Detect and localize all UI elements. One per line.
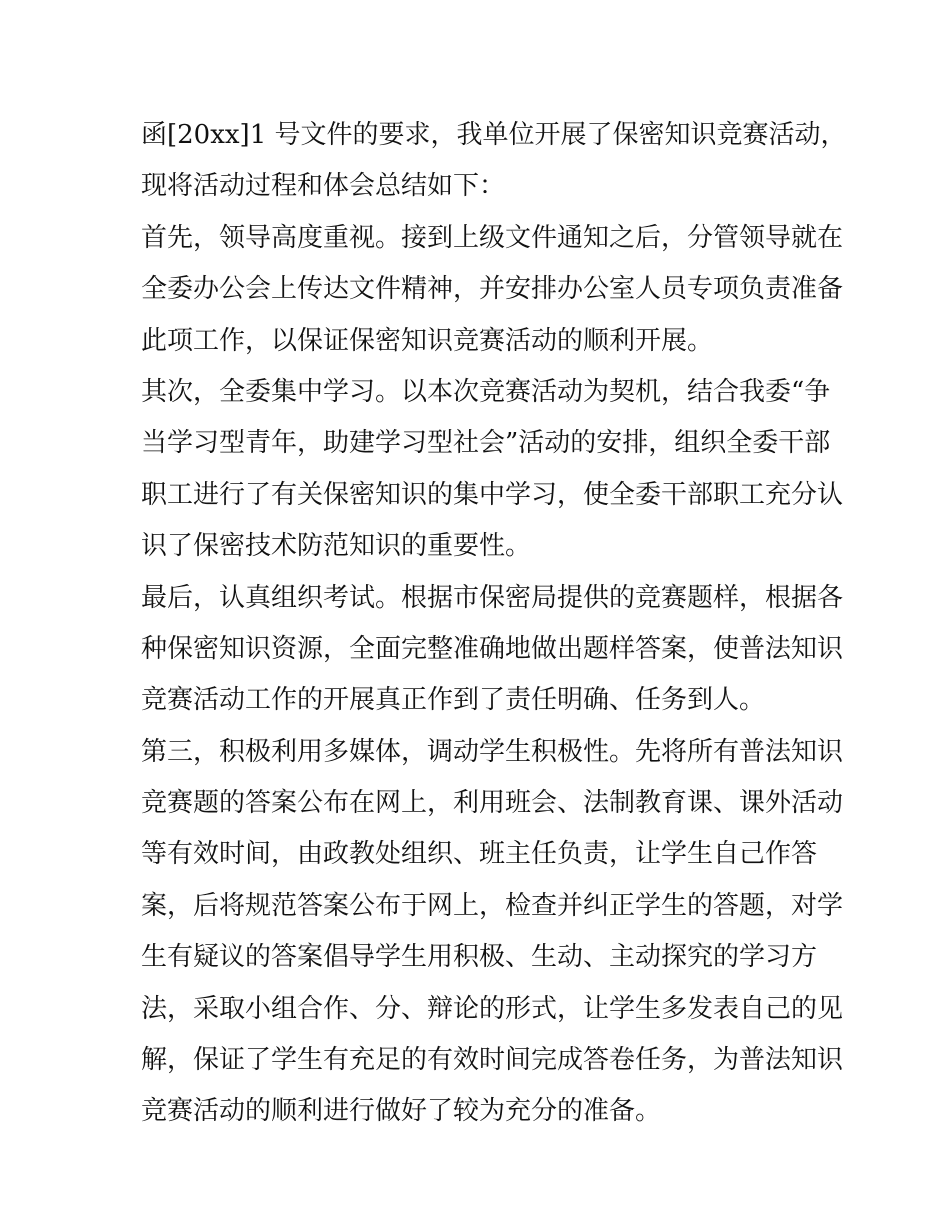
text-line: 最后，认真组织考试。根据市保密局提供的竞赛题样，根据各: [141, 582, 844, 613]
text-line: 职工进行了有关保密知识的集中学习，使全委干部职工充分认: [141, 479, 844, 510]
text-line: 法，采取小组合作、分、辩论的形式，让学生多发表自己的见: [141, 993, 844, 1024]
text-line: 全委办公会上传达文件精神，并安排办公室人员专项负责准备: [141, 274, 844, 305]
paragraph-last: [141, 573, 844, 727]
text-line: 种保密知识资源，全面完整准确地做出题样答案，使普法知识: [141, 633, 844, 664]
text-line: 当学习型青年，助建学习型社会”活动的安排，组织全委干部: [141, 428, 831, 459]
text-line: 竞赛活动的顺利进行做好了较为充分的准备。: [141, 1096, 662, 1127]
text-line: 案，后将规范答案公布于网上，检查并纠正学生的答题，对学: [141, 890, 844, 921]
paragraph-third: [141, 727, 844, 1138]
text-line: 此项工作，以保证保密知识竞赛活动的顺利开展。: [141, 325, 714, 356]
text-line: 解，保证了学生有充足的有效时间完成答卷任务，为普法知识: [141, 1045, 844, 1076]
text-line: 等有效时间，由政教处组织、班主任负责，让学生自己作答: [141, 839, 818, 870]
text-line: 竞赛活动工作的开展真正作到了责任明确、任务到人。: [141, 685, 766, 716]
text-line: 首先，领导高度重视。接到上级文件通知之后，分管领导就在: [141, 222, 844, 253]
text-line: 第三，积极利用多媒体，调动学生积极性。先将所有普法知识: [141, 736, 844, 767]
paragraph-intro: [141, 110, 847, 213]
document-body: [141, 110, 847, 1138]
paragraph-second: [141, 367, 844, 573]
text-line: 其次，全委集中学习。以本次竞赛活动为契机，结合我委“争: [141, 376, 831, 407]
text-line: 识了保密技术防范知识的重要性。: [141, 531, 532, 562]
text-line: 生有疑议的答案倡导学生用积极、生动、主动探究的学习方: [141, 942, 818, 973]
text-line: 现将活动过程和体会总结如下：: [141, 171, 506, 202]
text-line: 竞赛题的答案公布在网上，利用班会、法制教育课、课外活动: [141, 788, 844, 819]
text-line: 函[20xx]1 号文件的要求，我单位开展了保密知识竞赛活动，: [141, 120, 847, 150]
paragraph-first: [141, 213, 844, 367]
